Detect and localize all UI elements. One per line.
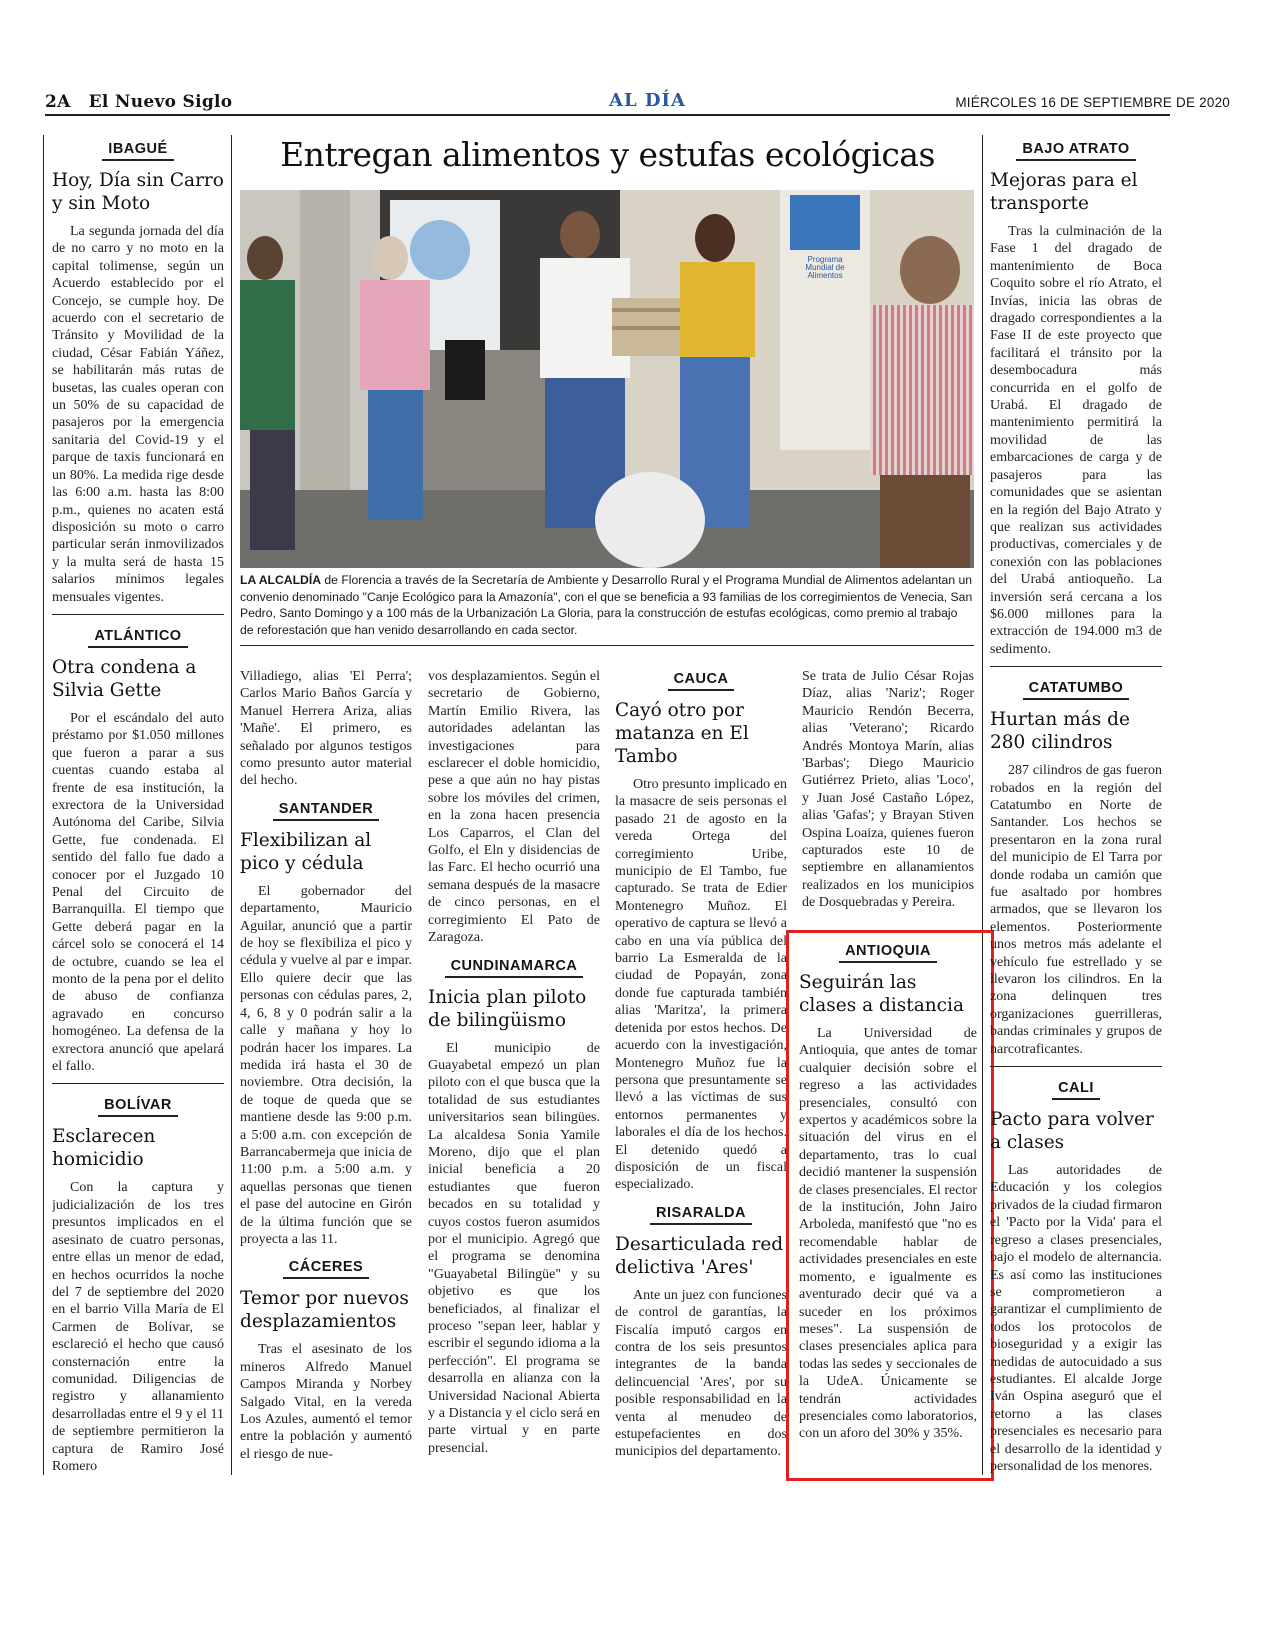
photo-sign-line3: Alimentos [807, 271, 843, 280]
headline-bolivar: Esclarecen homicidio [52, 1126, 156, 1171]
column-rule-left [231, 135, 232, 1475]
article-atlantico: Por el escándalo del auto préstamo por $1.050 millones que fueron a parar a sus cuentas cuando estaba al frente de esa institución, la exrectora de la Universidad Autónoma del Caribe, Silvia Gette, fue condenada. El sentido del fallo fue dado a conocer por el Juzgado 10 Penal del Circuito de Barranquilla. El tiempo que Gette deberá pagar en la cárcel solo se conocerá el 14 de octubre, cuando se lea el monto de la pena por el delito de abuso de confianza agravado en concurso homogéneo. La defensa de la exrectora anunció que apelará el fallo. [52, 710, 224, 1075]
divider [990, 1066, 1162, 1067]
issue-date: MIÉRCOLES 16 DE SEPTIEMBRE DE 2020 [955, 95, 1230, 110]
section-bolivar: BOLÍVAR [52, 1094, 224, 1117]
section-bajo-atrato: BAJO ATRATO [990, 138, 1162, 161]
column-2 [240, 668, 412, 1478]
news-photo [240, 190, 974, 568]
page-number: 2A [45, 92, 71, 112]
section-cundinamarca: CUNDINAMARCA [428, 955, 600, 978]
section-ibague: IBAGUÉ [52, 138, 224, 161]
article-santander: El gobernador del departamento, Mauricio Aguilar, anunció que a partir de hoy se flexibiliza el pico y cédula y vuelve al par e impar. Ello quiere decir que las personas con cédulas pares, 2, 4, 6, 8 y 0 podrán salir a la calle y mañana y hoy lo podrán hacer los impares. La medida irá hasta el 30 de noviembre. Otra decisión, la de toque de queda que se mantiene desde las 9:00 p.m. a 5:00 a.m. con excepción de Barrancabermeja que inicia de 11:00 p.m. a 5:00 a.m. y aquellas personas que tienen el pase del autocine en Girón de la última función que se proyecta a las 11. [240, 883, 412, 1247]
article-catatumbo: 287 cilindros de gas fueron robados en la región del Catatumbo en Norte de Santander. Los hechos se presentaron en la zona rural del municipio de El Tarra por donde rodaba un camión que fue asaltado por hombres armados, que se llevaron los elementos. Posteriormente unos metros más adelante el vehículo fue estrellado y se llevaron los cilindros. En la zona delinquen tres organizaciones guerrilleras, bandas criminales y grupos de narcotraficantes. [990, 763, 1162, 1057]
left-column [52, 138, 224, 1478]
right-column [990, 138, 1162, 1478]
headline-atlantico: Otra condena a Silvia Gette [52, 656, 197, 701]
paper-name: El Nuevo Siglo [88, 92, 233, 112]
headline-cundinamarca: Inicia plan piloto de bilingüismo [428, 986, 587, 1031]
headline-cali: Pacto para volver a clases [990, 1109, 1154, 1154]
photo-caption [240, 572, 974, 638]
article-cauca: Otro presunto implicado en la masacre de seis personas el pasado 21 de agosto en la vereda Ortega del corregimiento Uribe, municipio de El Tambo, fue capturado. Se trata de Edier Montenegro Muñoz. El operativo de captura se llevó a cabo en una vía pública del barrio La Esmeralda de la ciudad de Popayán, zona donde fue capturada también alias 'Maritza', la primera detenida por estos hechos. De acuerdo con la investigación, Montenegro Muñoz fue la persona que presuntamente se llevó a las víctimas de sus entornos permanentes y laborales el día de los hechos. El detenido quedó a disposición de un fiscal especializado. [615, 777, 787, 1193]
headline-cauca: Cayó otro por matanza en El Tambo [615, 700, 749, 767]
article-bolivar-cont: Villadiego, alias 'El Perra'; Carlos Mario Baños García y Manuel Herrera Ariza, alias 'Mañe'. El primero, es señalado por algunos testigos como presunto autor material del hecho. [240, 669, 412, 789]
headline-antioquia: Seguirán las clases a distancia [799, 972, 964, 1016]
section-caceres: CÁCERES [240, 1256, 412, 1279]
article-risaralda: Ante un juez con funciones de control de garantías, la Fiscalía imputó cargos en contra de los seis presuntos integrantes de la banda delincuencial 'Ares', por su posible responsabilidad en la venta al menudeo de estupefacientes en dos municipios del departamento. [615, 1287, 787, 1460]
headline-catatumbo: Hurtan más de 280 cilindros [990, 709, 1130, 754]
masthead-left [45, 92, 232, 112]
article-ibague: La segunda jornada del día de no carro y no moto en la capital tolimense, según un Acuerdo establecido por el Concejo, se cumple hoy. De acuerdo con el secretario de Tránsito y Movilidad de la ciudad, César Fabián Yáñez, se habilitarán más rutas de busetas, las cuales operan con un 50% de su capacidad de pasajeros por la emergencia sanitaria del Covid-19 y el parque de taxis funcionará en un 80%. La medida rige desde las 6:00 a.m. hasta las 8:00 p.m., quienes no acaten está disposición su moto o carro particular serán inmovilizados y la multa será de hasta 15 salarios mínimos legales mensuales vigentes. [52, 224, 224, 605]
article-caceres: Tras el asesinato de los mineros Alfredo Manuel Campos Miranda y Norbey Salgado Vital, en la vereda Los Azules, aumentó el temor entre la población y aumentó el riesgo de nue- [240, 1342, 412, 1462]
column-5-antioquia [799, 940, 977, 1470]
section-name: AL DÍA [609, 90, 686, 111]
article-bolivar: Con la captura y judicialización de los tres presuntos implicados en el asesinato de cuatro personas, entre ellas un menor de edad, en hechos ocurridos la noche del 7 de septiembre del 2020 en el barrio Villa María de El Carmen de Bolívar, se esclareció el hecho que causó consternación entre la comunidad. Diligencias de registro y allanamiento desarrolladas entre el 9 y el 11 de septiembre permitieron la captura de Ramiro José Romero [52, 1180, 224, 1474]
caption-lead: LA ALCALDÍA [240, 573, 322, 587]
headline-caceres: Temor por nuevos desplazamientos [240, 1288, 409, 1333]
article-cali: Las autoridades de Educación y los colegios privados de la ciudad firmaron el 'Pacto por la Vida' para el regreso a clases presenciales, bajo el modelo de alternancia. Es así como las instituciones se comprometieron a garantizar el cumplimiento de todos los protocolos de bioseguridad y a exigir las medidas de autocuidado a sus estudiantes. El alcalde Jorge Iván Ospina aseguró que el retorno a las clases presenciales es necesario para el desarrollo de la identidad y personalidad de los menores. [990, 1163, 1162, 1474]
article-antioquia: La Universidad de Antioquia, que antes de tomar cualquier decisión sobre el regreso a las actividades presenciales, consultó con expertos y académicos sobre la situación del virus en el departamento, tras lo cual decidió mantener la suspensión de clases presenciales. El rector de la institución, John Jairo Arboleda, manifestó que "no es recomendable hablar de actividades presenciales en este momento, e igualmente es aventurado decir qué va a suceder en los próximos meses". La suspensión de clases presenciales aplica para todas las sedes y seccionales de la UdeA. Únicamente se tendrán actividades presenciales como laboratorios, con un aforo del 30% y 35%. [799, 1026, 977, 1442]
divider [52, 614, 224, 615]
section-cali: CALI [990, 1077, 1162, 1100]
article-risaralda-cont: Se trata de Julio César Rojas Díaz, alias 'Nariz'; Roger Mauricio Rendón Becerra, alias 'Veterano'; Ricardo Andrés Montoya Marín, alias 'Barbas'; Diego Mauricio Gutiérrez Prieto, alias 'Loco', y Juan José Castaño López, alias 'Gafas'; y Brayan Stiven Ospina Loaiza, quienes fueron capturados este 10 de septiembre en allanamientos realizados en los municipios de Dosquebradas y Pereira. [802, 669, 974, 911]
column-5-top [802, 668, 974, 928]
article-bajo-atrato: Tras la culminación de la Fase 1 del dragado de mantenimiento de Boca Coquito sobre el río Atrato, el Invías, inicia las obras de dragado correspondientes a la Fase II de este proyecto que facilitará el tránsito por la desembocadura más concurrida en el golfo de Urabá. El dragado de mantenimiento permitirá la movilidad de las embarcaciones de carga y de pasajeros para las comunidades que se asientan en la región del Bajo Atrato y que realizan sus actividades productivas, comerciales y de conexión con las poblaciones del Urabá antioqueño. La inversión será cercana a los $6.000 millones para la extracción de 194.000 m3 de sedimento. [990, 224, 1162, 657]
headline-risaralda: Desarticulada red delictiva 'Ares' [615, 1233, 784, 1278]
article-cundinamarca: El municipio de Guayabetal empezó un plan piloto con el que busca que la totalidad de sus estudiantes universitarios sean bilingües. La alcaldesa Sonia Yamile Moreno, dijo que el plan inicial beneficia a 20 estudiantes que fueron becados en su totalidad y cuyos costos fueron asumidos por el municipio. Agregó que el programa se denomina "Guayabetal Bilingüe" y su objetivo es que los beneficiados, al finalizar el proceso "sepan leer, hablar y escribir el segundo idioma a la perfección". El programa se desarrolla en alianza con la Universidad Nacional Abierta y a Distancia y el ciclo será en parte virtual y en parte presencial. [428, 1040, 600, 1456]
section-cauca: CAUCA [615, 668, 787, 691]
column-3 [428, 668, 600, 1478]
caption-rule [240, 645, 974, 646]
divider [990, 666, 1162, 667]
photo-sign-line1: Programa [807, 255, 843, 264]
section-santander: SANTANDER [240, 798, 412, 821]
section-atlantico: ATLÁNTICO [52, 625, 224, 648]
column-4 [615, 668, 787, 1478]
section-catatumbo: CATATUMBO [990, 677, 1162, 700]
section-risaralda: RISARALDA [615, 1202, 787, 1225]
section-antioquia: ANTIOQUIA [799, 940, 977, 963]
header-rule [45, 114, 1170, 116]
headline-ibague: Hoy, Día sin Carro y sin Moto [52, 170, 224, 214]
caption-text: de Florencia a través de la Secretaría de Ambiente y Desarrollo Rural y el Programa Mundial de Alimentos adelantan un convenio denominado "Canje Ecológico para la Amazonía", con el que se beneficia a 93 familias de los corregimientos de Venecia, San Pedro, Santo Domingo y a 100 más de la Urbanización La Gloria, para la construcción de estufas ecológicas, como premio al trabajo de reforestación que han venido desarrollando en cada sector. [240, 573, 973, 637]
headline-bajo-atrato: Mejoras para el transporte [990, 170, 1138, 214]
divider [52, 1083, 224, 1084]
headline-santander: Flexibilizan al pico y cédula [240, 829, 372, 874]
main-headline: Entregan alimentos y estufas ecológicas [280, 135, 935, 174]
photo-sign-line2: Mundial de [805, 263, 845, 272]
article-caceres-cont: vos desplazamientos. Según el secretario de Gobierno, Martín Emilio Rivera, las autoridades adelantan las investigaciones para esclarecer el doble homicidio, pese a que aún no hay pistas sobre los móviles del crimen, en la zona hacen presencia Los Caparros, el Clan del Golfo, el Eln y disidencias de las Farc. El hecho ocurrió una semana después de la masacre de cinco personas, en el corregimiento El Pato de Zaragoza. [428, 669, 600, 946]
left-margin-rule [43, 135, 44, 1475]
photo-illustration [240, 190, 974, 568]
